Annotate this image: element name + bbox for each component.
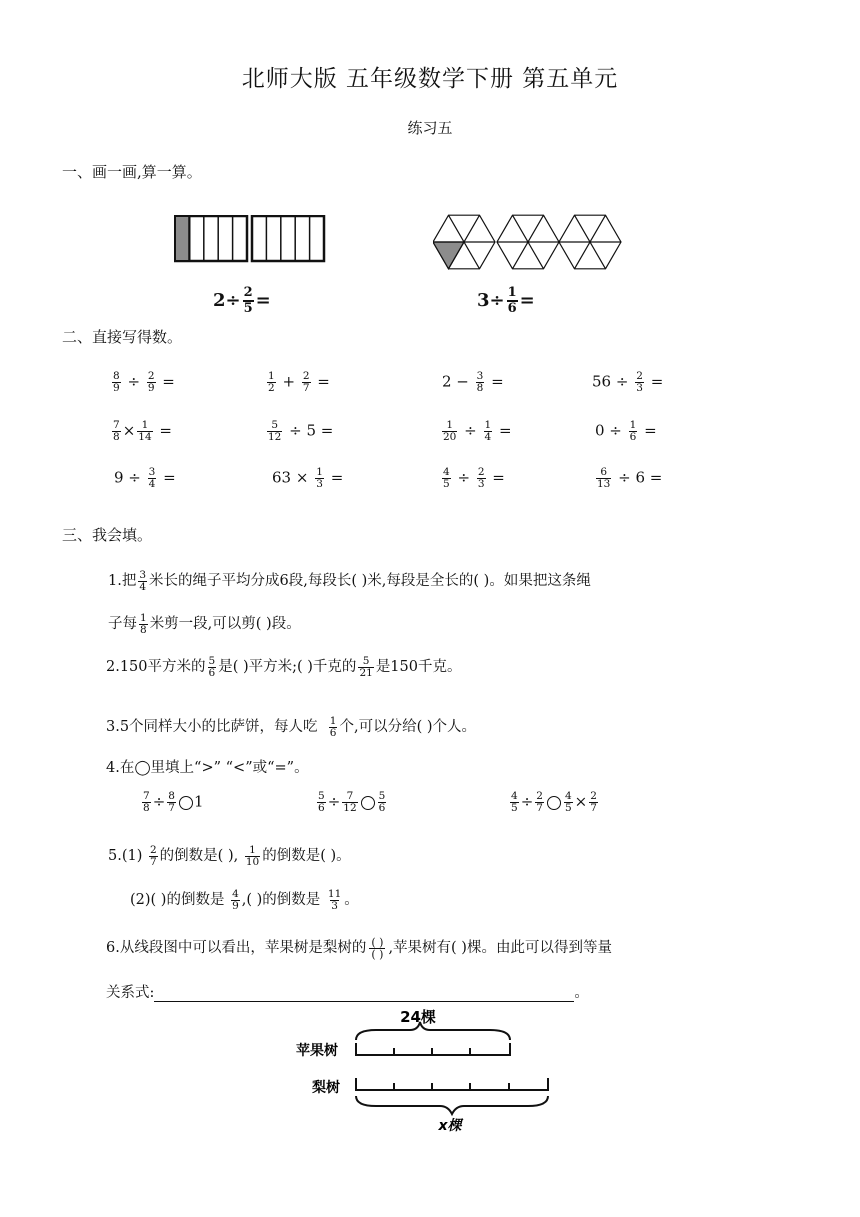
compare-item-3: $\frac{4}{5}$ ÷ $\frac{2}{7}$ $\frac{4}{5}$ × $\frac{2}{7}$ — [511, 790, 597, 814]
section1-heading: 一、画一画,算一算。 — [62, 163, 202, 181]
fraction-blank[interactable]: ( ) ( ) — [371, 935, 384, 961]
diagram-top-label: 24棵 — [400, 1008, 436, 1026]
question-6-line-1: 6.从线段图中可以看出，苹果树是梨树的 ( ) ( ) ,苹果树有( )棵。由此可以得到等量 — [106, 935, 612, 961]
question-5-part-1: 5.(1) $\frac{2}{7}$ 的倒数是( ), $\frac{1}{10}$ 的倒数是( )。 — [108, 843, 351, 868]
question-2: 2.150平方米的 $\frac{5}{6}$ 是( )平方米;( )千克的 $\frac{5}{21}$ 是150千克。 — [106, 654, 462, 679]
hexagons-figure — [433, 212, 623, 272]
section1-equation-1: 2÷ $\frac{2}{5}$ = — [213, 285, 271, 316]
calc-item: 9 ÷ $\frac{3}{4}$ = — [114, 466, 176, 490]
calc-item: $\frac{8}{9}$ ÷ $\frac{2}{9}$ = — [113, 370, 175, 394]
apple-segment — [356, 1043, 510, 1056]
compare-item-1: $\frac{7}{8}$ ÷ $\frac{8}{7}$ 1 — [143, 790, 204, 814]
section3-heading: 三、我会填。 — [62, 526, 153, 544]
calc-item: $\frac{7}{8}$ × $\frac{1}{14}$ = — [113, 419, 172, 443]
line-segment-diagram — [280, 1000, 580, 1140]
calc-item: $\frac{6}{13}$ ÷ 6 = — [597, 466, 663, 490]
compare-circle[interactable] — [547, 796, 561, 810]
calc-item: $\frac{1}{20}$ ÷ $\frac{1}{4}$ = — [443, 419, 512, 443]
question-3: 3.5个同样大小的比萨饼，每人吃 $\frac{1}{6}$ 个,可以分给( )个人。 — [106, 714, 477, 739]
calc-item: $\frac{5}{12}$ ÷ 5 = — [268, 419, 334, 443]
question-4: 4.在◯里填上“>” “<”或“=”。 — [106, 760, 309, 776]
section1-equation-2: 3÷ $\frac{1}{6}$ = — [477, 285, 535, 316]
calc-item: 0 ÷ $\frac{1}{6}$ = — [595, 419, 657, 443]
compare-circle[interactable] — [361, 796, 375, 810]
calc-item: 56 ÷ $\frac{2}{3}$ = — [592, 370, 664, 394]
calc-item: $\frac{1}{2}$ + $\frac{2}{7}$ = — [268, 370, 330, 394]
calc-item: 63 × $\frac{1}{3}$ = — [272, 466, 344, 490]
question-1-line-1: 1.把 $\frac{3}{4}$ 米长的绳子平均分成6段,每段长( )米,每段是全长的( )。如果把这条绳 — [108, 568, 591, 593]
pear-label: 梨树 — [312, 1080, 340, 1096]
section2-heading: 二、直接写得数。 — [62, 328, 183, 346]
question-5-part-2: (2)( )的倒数是 $\frac{4}{9}$ ,( )的倒数是 $\frac{11}{3}$ 。 — [130, 887, 359, 912]
strip-bars-figure — [174, 215, 326, 263]
calc-item: 2 − $\frac{3}{8}$ = — [442, 370, 504, 394]
compare-item-2: $\frac{5}{6}$ ÷ $\frac{7}{12}$ $\frac{5}{6}$ — [318, 790, 386, 814]
bottom-brace — [356, 1096, 548, 1114]
page-title: 北师大版 五年级数学下册 第五单元 — [241, 66, 619, 92]
calc-item: $\frac{4}{5}$ ÷ $\frac{2}{3}$ = — [443, 466, 505, 490]
page-subtitle: 练习五 — [407, 119, 453, 137]
pear-segment — [356, 1078, 548, 1091]
compare-circle[interactable] — [179, 796, 193, 810]
question-6-line-2: 关系式: 。 — [106, 985, 589, 1001]
diagram-bottom-label: x棵 — [438, 1118, 462, 1134]
apple-label: 苹果树 — [296, 1043, 338, 1059]
question-1-line-2: 子每 $\frac{1}{8}$ 米剪一段,可以剪( )段。 — [108, 611, 301, 636]
